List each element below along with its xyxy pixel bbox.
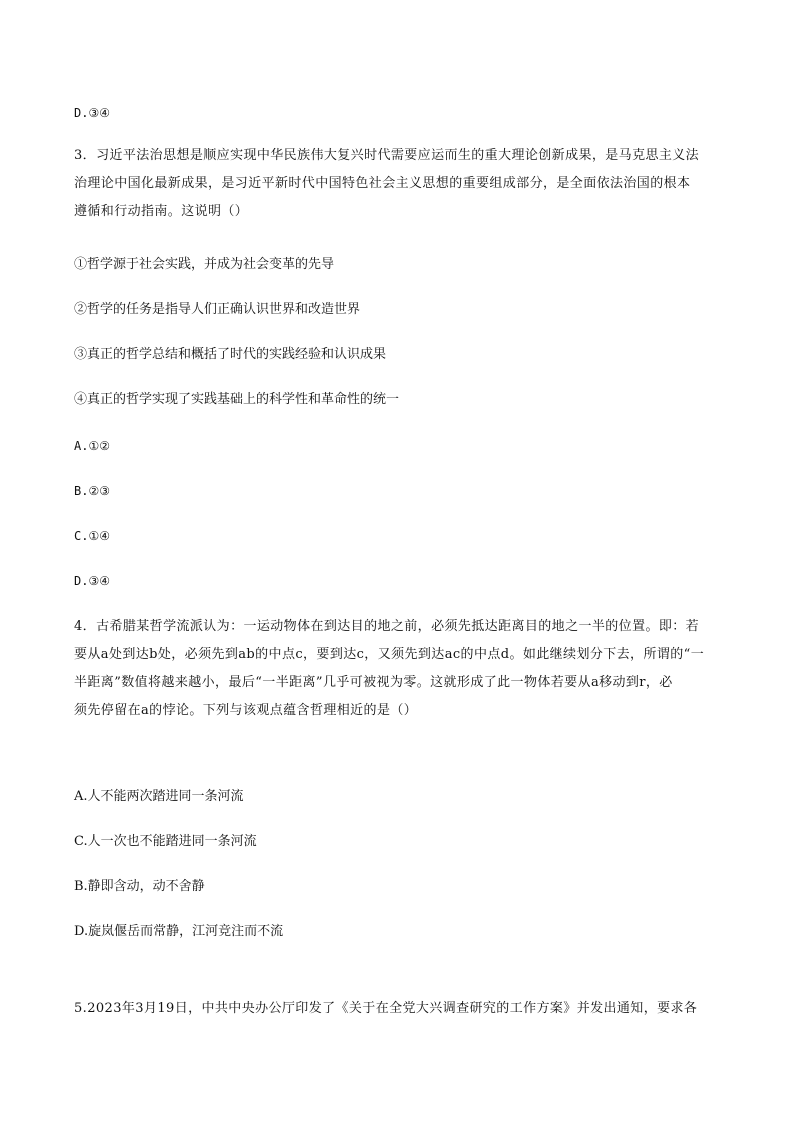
- prev-question-option-d: D.③④: [74, 106, 110, 120]
- question-4-option-c: C.人一次也不能踏进同一条河流: [74, 834, 257, 849]
- question-4-line: 半距离”数值将越来越小，最后“一半距离”几乎可被视为零。这就形成了此一物体若要从a移动到r，必: [74, 675, 673, 690]
- question-4-line: 须先停留在a的悖论。下列与该观点蕴含哲理相近的是（）: [74, 703, 418, 718]
- question-3-item-3: ③真正的哲学总结和概括了时代的实践经验和认识成果: [74, 347, 387, 362]
- question-4-line: 4．古希腊某哲学流派认为：一运动物体在到达目的地之前，必须先抵达距离目的地之一半的位置。即：若: [74, 619, 700, 634]
- question-3-line: 遵循和行动指南。这说明（）: [74, 204, 249, 219]
- question-3-line: 治理论中国化最新成果，是习近平新时代中国特色社会主义思想的重要组成部分，是全面依法治国的根本: [74, 176, 691, 191]
- question-3-option-b: B.②③: [74, 484, 110, 498]
- question-3-item-2: ②哲学的任务是指导人们正确认识世界和改造世界: [74, 302, 361, 317]
- question-3-item-4: ④真正的哲学实现了实践基础上的科学性和革命性的统一: [74, 392, 400, 407]
- question-3-option-a: A.①②: [74, 439, 110, 453]
- question-3-line: 3．习近平法治思想是顺应实现中华民族伟大复兴时代需要应运而生的重大理论创新成果，是马克思主义法: [74, 148, 700, 163]
- question-3-option-c: C.①④: [74, 529, 110, 543]
- question-3-option-d: D.③④: [74, 574, 110, 588]
- question-4-line: 要从a处到达b处，必须先到ab的中点c，要到达c，又须先到达ac的中点d。如此继续划分下去，所谓的“一: [74, 647, 705, 662]
- question-3-item-1: ①哲学源于社会实践，并成为社会变革的先导: [74, 257, 335, 272]
- question-4-option-b: B.静即含动，动不舍静: [74, 879, 205, 894]
- question-5-line: 5.2023年3月19日，中共中央办公厅印发了《关于在全党大兴调查研究的工作方案》并发出通知，要求各: [74, 1001, 698, 1016]
- question-4-option-a: A.人不能两次踏进同一条河流: [74, 789, 244, 804]
- question-5-stem: [74, 995, 724, 1023]
- question-3-stem: [74, 142, 724, 226]
- question-4-stem: [74, 613, 724, 725]
- question-4-option-d: D.旋岚偃岳而常静，江河竞注而不流: [74, 924, 284, 939]
